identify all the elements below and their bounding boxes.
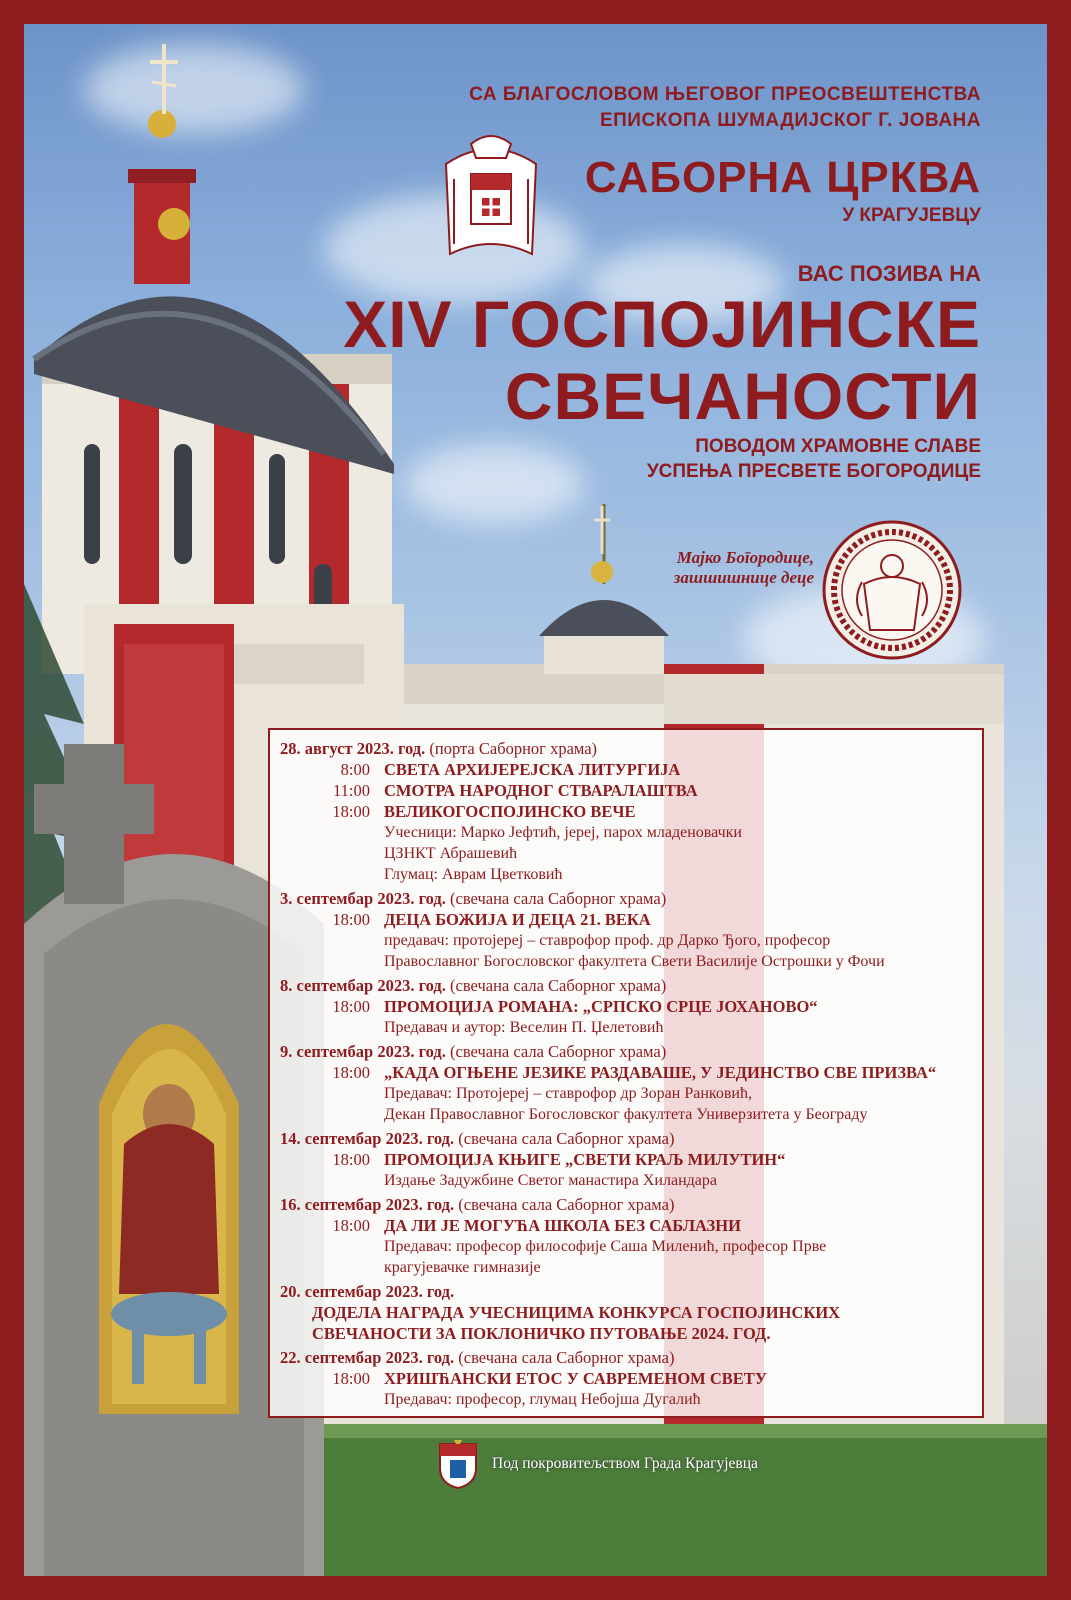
event-title: СВЕТА АРХИЈЕРЕЈСКА ЛИТУРГИЈА — [384, 760, 681, 779]
poster — [24, 24, 1047, 1576]
event-note: Предавач: професор философије Саша Миленић, професор Прве — [384, 1238, 827, 1255]
event-day — [280, 1347, 970, 1410]
event-title: СМОТРА НАРОДНОГ СТВАРАЛАШТВА — [384, 781, 698, 800]
event-venue: (свечана сала Саборног храма) — [450, 976, 667, 995]
event-item — [280, 801, 970, 822]
event-item — [280, 1062, 970, 1083]
event-date: 9. септембар 2023. год. — [280, 1042, 446, 1061]
event-item — [280, 909, 970, 930]
motto — [614, 548, 814, 588]
event-venue: (свечана сала Саборног храма) — [458, 1129, 675, 1148]
event-note: Православног Богословског факултета Свети Василије Острошки у Фочи — [384, 953, 885, 970]
event-time: 18:00 — [332, 1063, 370, 1082]
event-date-line — [280, 975, 970, 996]
event-note: ЦЗНКТ Абрашевић — [384, 845, 518, 862]
event-day — [280, 1281, 970, 1344]
event-item — [280, 1368, 970, 1389]
event-note: Предавач и аутор: Веселин П. Џелетовић — [384, 1019, 664, 1036]
event-date-line — [280, 738, 970, 759]
event-note: Предавач: Протојереј – ставрофор др Зоран Ранковић, — [384, 1085, 752, 1102]
event-date: 28. август 2023. год. — [280, 739, 426, 758]
event-note: предавач: протојереј – ставрофор проф. др Дарко Ђого, професор — [384, 932, 831, 949]
event-item — [280, 780, 970, 801]
event-venue: (свечана сала Саборног храма) — [458, 1195, 675, 1214]
event-title: ХРИШЋАНСКИ ЕТОС У САВРЕМЕНОМ СВЕТУ — [384, 1369, 767, 1388]
event-note: Издање Задужбине Светог манастира Хиландара — [384, 1172, 717, 1189]
event-title: „КАДА ОГЊЕНЕ ЈЕЗИКЕ РАЗДАВАШЕ, У ЈЕДИНСТВО СВЕ ПРИЗВА“ — [384, 1063, 937, 1082]
event-venue: (свечана сала Саборног храма) — [458, 1348, 675, 1367]
event-item — [280, 759, 970, 780]
event-day — [280, 888, 970, 972]
event-title: ВЕЛИКОГОСПОЈИНСКО ВЕЧЕ — [384, 802, 636, 821]
event-time: 18:00 — [332, 1216, 370, 1235]
festival-title-line-1: XIV ГОСПОЈИНСКЕ — [343, 287, 981, 361]
event-item — [280, 1149, 970, 1170]
event-note: Глумац: Аврам Цветковић — [384, 866, 563, 883]
event-time: 18:00 — [332, 910, 370, 929]
event-date-line — [280, 888, 970, 909]
event-date-line — [280, 1128, 970, 1149]
event-date: 20. септембар 2023. год. — [280, 1282, 455, 1301]
event-date: 14. септембар 2023. год. — [280, 1129, 455, 1148]
patronage-text: Под покровитељством Града Крагујевца — [492, 1455, 758, 1472]
occasion-line-1: ПОВОДОМ ХРАМОВНЕ СЛАВЕ — [695, 436, 981, 457]
event-day — [280, 738, 970, 885]
blessing-line-1: СА БЛАГОСЛОВОМ ЊЕГОВОГ ПРЕОСВЕШТЕНСТВА — [469, 84, 981, 105]
invite-text: ВАС ПОЗИВА НА — [797, 261, 981, 286]
theotokos-medallion-icon — [822, 520, 962, 660]
event-day — [280, 1194, 970, 1278]
event-date-line — [280, 1041, 970, 1062]
event-date: 22. септембар 2023. год. — [280, 1348, 455, 1367]
event-date-line — [280, 1347, 970, 1368]
blessing-line-2: ЕПИСКОПА ШУМАДИЈСКОГ Г. ЈОВАНА — [599, 110, 981, 131]
event-time: 18:00 — [332, 802, 370, 821]
event-date: 8. септембар 2023. год. — [280, 976, 446, 995]
event-venue: (свечана сала Саборног храма) — [450, 889, 667, 908]
event-date: 16. септембар 2023. год. — [280, 1195, 455, 1214]
festival-title-line-2: СВЕЧАНОСТИ — [504, 359, 981, 433]
event-item — [280, 1215, 970, 1236]
event-title: ДОДЕЛА НАГРАДА УЧЕСНИЦИМА КОНКУРСА ГОСПОЈИНСКИХ — [312, 1303, 841, 1322]
church-city: У КРАГУЈЕВЦУ — [842, 205, 981, 226]
event-venue: (порта Саборног храма) — [429, 739, 598, 758]
motto-line-2: зашшишнице деце — [673, 568, 814, 587]
event-time: 18:00 — [332, 997, 370, 1016]
event-day — [280, 975, 970, 1038]
occasion-line-2: УСПЕЊА ПРЕСВЕТЕ БОГОРОДИЦЕ — [646, 461, 981, 482]
event-title: СВЕЧАНОСТИ ЗА ПОКЛОНИЧКО ПУТОВАЊЕ 2024. ГОД. — [312, 1324, 771, 1343]
event-item — [280, 996, 970, 1017]
event-time: 18:00 — [332, 1369, 370, 1388]
event-note: крагујевачке гимназије — [384, 1259, 541, 1276]
event-time: 18:00 — [332, 1150, 370, 1169]
event-venue: (свечана сала Саборног храма) — [450, 1042, 667, 1061]
program-schedule — [268, 728, 984, 1418]
motto-line-1: Мајко Боīородице, — [676, 548, 814, 567]
city-coat-of-arms-icon — [436, 1438, 480, 1490]
event-note: Предавач: професор, глумац Небојша Дугалић — [384, 1391, 701, 1408]
diocese-coat-of-arms-icon — [436, 134, 546, 264]
event-date-line — [280, 1194, 970, 1215]
event-time: 8:00 — [340, 760, 370, 779]
footer — [436, 1438, 758, 1490]
event-note: Учесници: Марко Јефтић, јереј, парох младеновачки — [384, 824, 742, 841]
church-name: САБОРНА ЦРКВА — [584, 153, 981, 202]
event-day — [280, 1128, 970, 1191]
event-title: ПРОМОЦИЈА РОМАНА: „СРПСКО СРЦЕ ЈОХАНОВО“ — [384, 997, 818, 1016]
event-date-line — [280, 1281, 970, 1302]
event-day — [280, 1041, 970, 1125]
event-title: ДЕЦА БОЖИЈА И ДЕЦА 21. ВЕКА — [384, 910, 651, 929]
event-title: ДА ЛИ ЈЕ МОГУЋА ШКОЛА БЕЗ САБЛАЗНИ — [384, 1216, 741, 1235]
event-time: 11:00 — [333, 781, 370, 800]
event-note: Декан Православног Богословског факултета Универзитета у Београду — [384, 1106, 868, 1123]
event-title: ПРОМОЦИЈА КЊИГЕ „СВЕТИ КРАЉ МИЛУТИН“ — [384, 1150, 786, 1169]
event-date: 3. септембар 2023. год. — [280, 889, 446, 908]
